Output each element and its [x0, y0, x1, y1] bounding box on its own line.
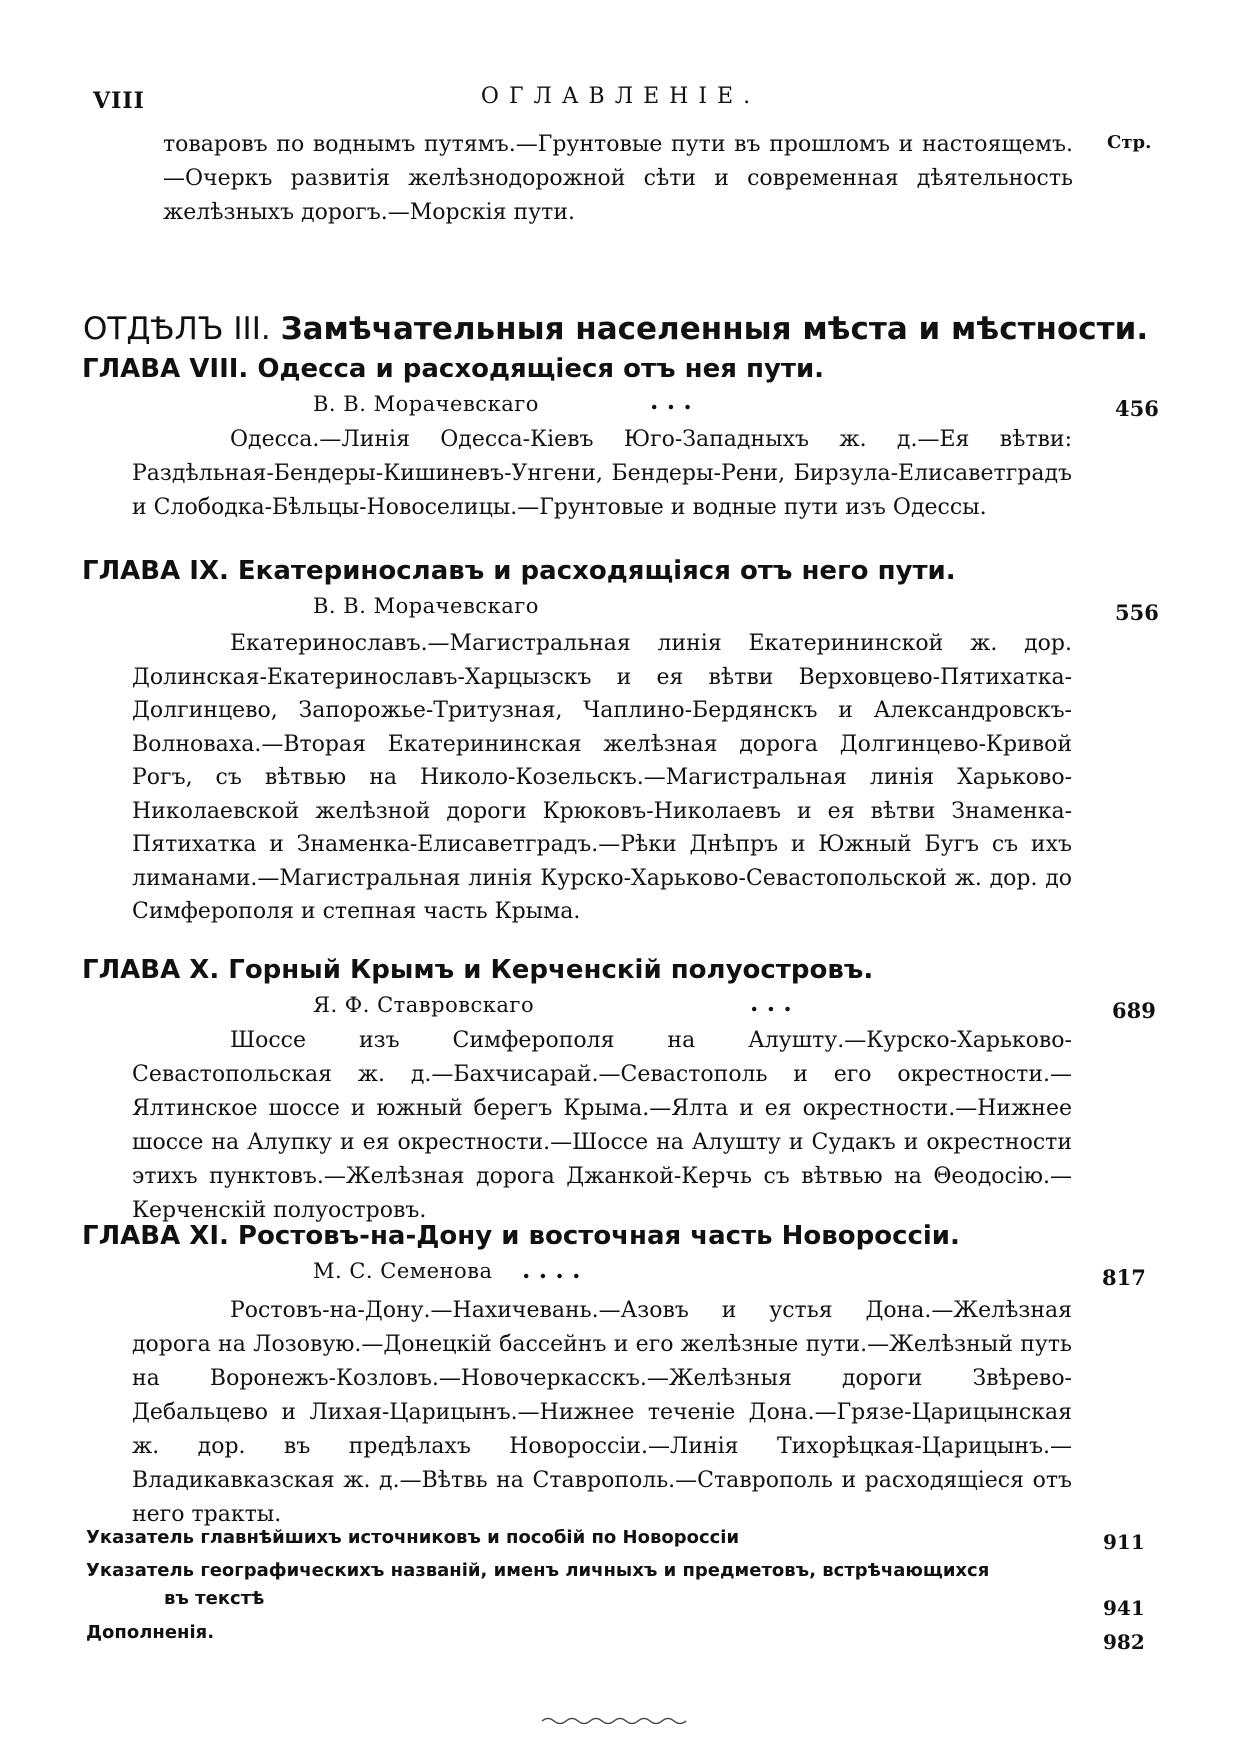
- leader-dots: . . . .: [522, 1255, 581, 1284]
- chapter-author: В. В. Морачевскаго: [313, 392, 539, 416]
- running-title: ОГЛАВЛЕНІЕ.: [480, 84, 761, 109]
- chapter-page: 456: [1115, 396, 1159, 421]
- chapter-page: 817: [1102, 1265, 1146, 1290]
- index-page: 941: [1103, 1596, 1145, 1620]
- chapter-heading: ГЛАВА X. Горный Крымъ и Керченскій полуостровъ.: [82, 955, 874, 985]
- chapter-heading: ГЛАВА IX. Екатеринославъ и расходящіяся отъ него пути.: [82, 556, 956, 586]
- index-page: 982: [1103, 1630, 1145, 1654]
- chapter-summary: Ростовъ-на-Дону.—Нахичевань.—Азовъ и устья Дона.—Желѣзная дорога на Лозовую.—Донецкій бассейнъ и его желѣзные пути.—Желѣзный путь на Воронежъ-Козловъ.—Новочеркасскъ.—Желѣзныя дороги Звѣрево-Дебальцево и Лихая-Царицынъ.—Нижнее теченіе Дона.—Грязе-Царицынская ж. дор. въ предѣлахъ Новороссіи.—Линія Тихорѣцкая-Царицынъ.—Владикавказская ж. д.—Вѣтвь на Ставрополь.—Ставрополь и расходящіеся отъ него тракты.: [132, 1298, 1072, 1527]
- page-number: VIII: [93, 88, 145, 114]
- chapter-author: Я. Ф. Ставровскаго: [313, 993, 535, 1017]
- index-entry: Указатель главнѣйшихъ источниковъ и пособій по Новороссіи: [86, 1527, 740, 1548]
- chapter-heading: ГЛАВА XI. Ростовъ-на-Дону и восточная часть Новороссіи.: [82, 1221, 960, 1251]
- chapter-page: 689: [1112, 998, 1156, 1023]
- chapter-heading: ГЛАВА VIII. Одесса и расходящіеся отъ нея пути.: [82, 354, 825, 384]
- index-page: 911: [1103, 1530, 1145, 1554]
- chapter-summary: Одесса.—Линія Одесса-Кіевъ Юго-Западныхъ ж. д.—Ея вѣтви: Раздѣльная-Бендеры-Кишиневъ-Унгени, Бендеры-Рени, Бирзула-Елисаветградъ и Слободка-Бѣльцы-Новоселицы.—Грунтовые и водные пути изъ Одессы.: [132, 427, 1072, 520]
- index-entry: Дополненія.: [86, 1622, 215, 1643]
- section-title: Замѣчательныя населенныя мѣста и мѣстности.: [280, 311, 1149, 347]
- intro-paragraph: товаровъ по воднымъ путямъ.—Грунтовые пути въ прошломъ и настоящемъ.—Очеркъ развитія желѣзнодорожной сѣти и современная дѣятельность желѣзныхъ дорогъ.—Морскія пути.: [163, 132, 1073, 225]
- page-column-label: Стр.: [1107, 132, 1152, 153]
- chapter-summary: Шоссе изъ Симферополя на Алушту.—Курско-Харьково-Севастопольская ж. д.—Бахчисарай.—Севастополь и его окрестности.—Ялтинское шоссе и южный берегъ Крыма.—Ялта и ея окрестности.—Нижнее шоссе на Алупку и ея окрестности.—Шоссе на Алушту и Судакъ и окрестности этихъ пунктовъ.—Желѣзная дорога Джанкой-Керчь съ вѣтвью на Θеодосію.—Керченскій полуостровъ.: [132, 1028, 1072, 1223]
- index-entry-continuation: въ текстѣ: [164, 1588, 265, 1609]
- ornament-line: [540, 1715, 690, 1727]
- section-label: ОТДѢЛЪ III.: [83, 311, 271, 347]
- chapter-author: В. В. Морачевскаго: [313, 594, 539, 618]
- chapter-page: 556: [1115, 600, 1159, 625]
- section-heading: [83, 311, 1148, 347]
- chapter-author: М. С. Семенова: [313, 1259, 493, 1283]
- index-entry: Указатель географическихъ названій, именъ личныхъ и предметовъ, встрѣчающихся: [86, 1560, 990, 1581]
- leader-dots: . . .: [650, 386, 692, 415]
- chapter-summary: Екатеринославъ.—Магистральная линія Екатерининской ж. дор. Долинская-Екатеринославъ-Харцызскъ и ея вѣтви Верховцево-Пятихатка-Долгинцево, Запорожье-Тритузная, Чаплино-Бердянскъ и Александровскъ-Волноваха.—Вторая Екатерининская желѣзная дорога Долгинцево-Кривой Рогъ, съ вѣтвью на Николо-Козельскъ.—Магистральная линія Харьково-Николаевской желѣзной дороги Крюковъ-Николаевъ и ея вѣтви Знаменка-Пятихатка и Знаменка-Елисаветградъ.—Рѣки Днѣпръ и Южный Бугъ съ ихъ лиманами.—Магистральная линія Курско-Харьково-Севастопольской ж. дор. до Симферополя и степная часть Крыма.: [132, 631, 1072, 924]
- leader-dots: . . .: [750, 988, 792, 1017]
